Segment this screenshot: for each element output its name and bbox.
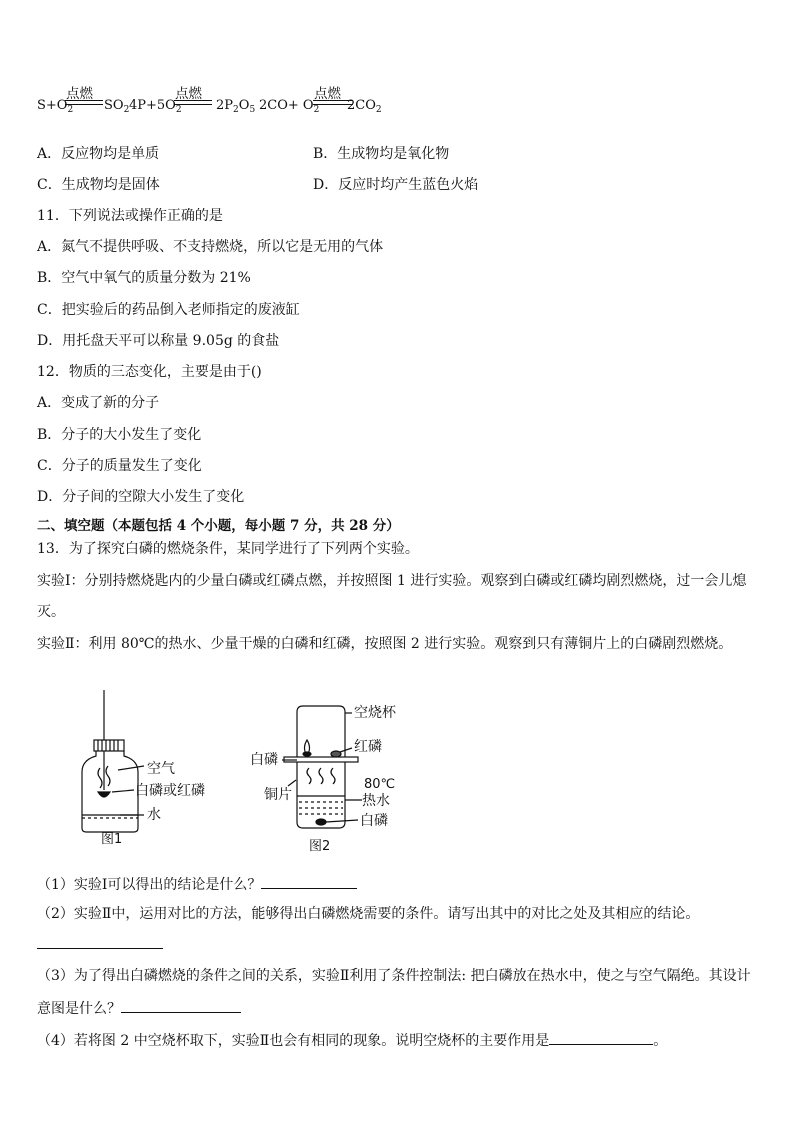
equation-3-left: $2CO+ O_2$ bbox=[259, 98, 320, 115]
figure-2-label-white-phosphorus-bottom: 白磷 bbox=[360, 813, 388, 829]
equation-3-right: $2CO_2$ bbox=[347, 98, 382, 115]
q11-option-b: B．空气中氧气的质量分数为 21% bbox=[37, 270, 251, 286]
q13-sub-4 bbox=[37, 1030, 667, 1050]
figure-2-caption: 图2 bbox=[309, 839, 331, 854]
q13-sub-1-text: （1）实验Ⅰ可以得出的结论是什么？ bbox=[37, 877, 262, 893]
q13-sub-4-end: 。 bbox=[653, 1033, 668, 1049]
copper-sheet bbox=[284, 757, 358, 762]
equation-2-left: $4P+5O_2$ bbox=[129, 98, 182, 115]
q13-sub-3-line-1: （3）为了得出白磷燃烧的条件之间的关系，实验Ⅱ利用了条件控制法: 把白磷放在热水中，使之与空气隔绝。其设计 bbox=[37, 968, 751, 984]
q13-sub-4-answer-blank[interactable] bbox=[549, 1030, 653, 1045]
q12-option-b: B．分子的大小发生了变化 bbox=[37, 427, 202, 443]
q10-option-a: A．反应物均是单质 bbox=[37, 146, 160, 162]
spoon-bowl bbox=[98, 792, 110, 797]
equation-2-condition: 点燃 bbox=[175, 86, 202, 102]
q13-sub-2: （2）实验Ⅱ中，运用对比的方法，能够得出白磷燃烧需要的条件。请写出其中的对比之处及其相应的结论。 bbox=[37, 906, 700, 922]
equation-3-condition: 点燃 bbox=[314, 86, 341, 102]
empty-beaker bbox=[297, 706, 345, 758]
q13-sub-1-answer-blank[interactable] bbox=[261, 874, 357, 889]
q10-option-c: C．生成物均是固体 bbox=[37, 177, 160, 193]
red-phosphorus bbox=[331, 751, 341, 757]
water-beaker bbox=[297, 762, 345, 828]
flame bbox=[305, 740, 310, 756]
figure-2-label-empty-beaker: 空烧杯 bbox=[354, 705, 396, 721]
equation-1-right: $SO_2$ bbox=[104, 98, 130, 115]
q12-stem: 12．物质的三态变化，主要是由于() bbox=[37, 364, 262, 380]
q10-option-d: D．反应时均产生蓝色火焰 bbox=[313, 177, 479, 193]
white-phosphorus-bottom bbox=[316, 819, 326, 825]
q11-option-d: D．用托盘天平可以称量 9.05g 的食盐 bbox=[37, 333, 280, 349]
q11-stem: 11．下列说法或操作正确的是 bbox=[37, 208, 223, 224]
q11-option-c: C．把实验后的药品倒入老师指定的废液缸 bbox=[37, 302, 300, 318]
equation-1-equals bbox=[65, 100, 103, 105]
q13-sub-3-text: 意图是什么？ bbox=[37, 1001, 121, 1017]
q13-experiment-2: 实验Ⅱ：利用 80℃的热水、少量干燥的白磷和红磷，按照图 2 进行实验。观察到只有薄铜片上的白磷剧烈燃烧。 bbox=[37, 636, 733, 652]
q13-sub-2-answer-blank[interactable] bbox=[37, 934, 163, 949]
q13-sub-3-answer-blank[interactable] bbox=[121, 998, 241, 1013]
q12-option-a: A．变成了新的分子 bbox=[37, 395, 160, 411]
q13-sub-3-line-2 bbox=[37, 998, 241, 1018]
q13-stem: 13．为了探究白磷的燃烧条件，某同学进行了下列两个实验。 bbox=[37, 541, 419, 557]
figure-2-label-copper: 铜片 bbox=[264, 787, 292, 803]
q12-option-c: C．分子的质量发生了变化 bbox=[37, 458, 202, 474]
figure-2-label-white-phosphorus-left: 白磷 bbox=[250, 752, 278, 768]
q12-option-d: D．分子间的空隙大小发生了变化 bbox=[37, 489, 245, 505]
figure-1-label-air: 空气 bbox=[147, 761, 175, 777]
jar-cap bbox=[94, 740, 124, 751]
q13-experiment-1-line-2: 灭。 bbox=[37, 604, 65, 620]
jar-body bbox=[82, 751, 138, 832]
figure-1-label-water: 水 bbox=[147, 807, 161, 823]
q13-sub-4-text: （4）若将图 2 中空烧杯取下，实验Ⅱ也会有相同的现象。说明空烧杯的主要作用是 bbox=[37, 1033, 550, 1049]
q11-option-a: A．氮气不提供呼吸、不支持燃烧，所以它是无用的气体 bbox=[37, 239, 384, 255]
smoke bbox=[98, 768, 102, 788]
figure-2-apparatus bbox=[282, 706, 362, 828]
figure-1-caption: 图1 bbox=[101, 832, 123, 847]
q13-experiment-1-line-1: 实验Ⅰ：分别持燃烧匙内的少量白磷或红磷点燃，并按照图 1 进行实验。观察到白磷或红磷均剧烈燃烧，过一会儿熄 bbox=[37, 573, 747, 589]
figure-2-label-hot-water: 热水 bbox=[362, 793, 390, 809]
equation-2-equals bbox=[174, 100, 212, 105]
equation-1-condition: 点燃 bbox=[66, 86, 93, 102]
figure-2-label-red-phosphorus: 红磷 bbox=[354, 739, 382, 755]
equation-1-left: $S+O_2$ bbox=[37, 98, 74, 115]
figure-2-label-temperature: 80℃ bbox=[364, 777, 396, 792]
equation-2-right: $2P_2O_5$ bbox=[216, 98, 256, 115]
equations-row bbox=[37, 84, 437, 124]
figure-1-jar bbox=[82, 690, 144, 832]
q13-sub-1 bbox=[37, 874, 357, 894]
q13-sub-2-answer-line bbox=[37, 934, 163, 954]
figure-1-label-phosphorus: 白磷或红磷 bbox=[135, 783, 205, 799]
q10-option-b: B．生成物均是氧化物 bbox=[313, 146, 450, 162]
section-heading: 二、填空题（本题包括 4 个小题，每小题 7 分，共 28 分） bbox=[37, 518, 400, 534]
